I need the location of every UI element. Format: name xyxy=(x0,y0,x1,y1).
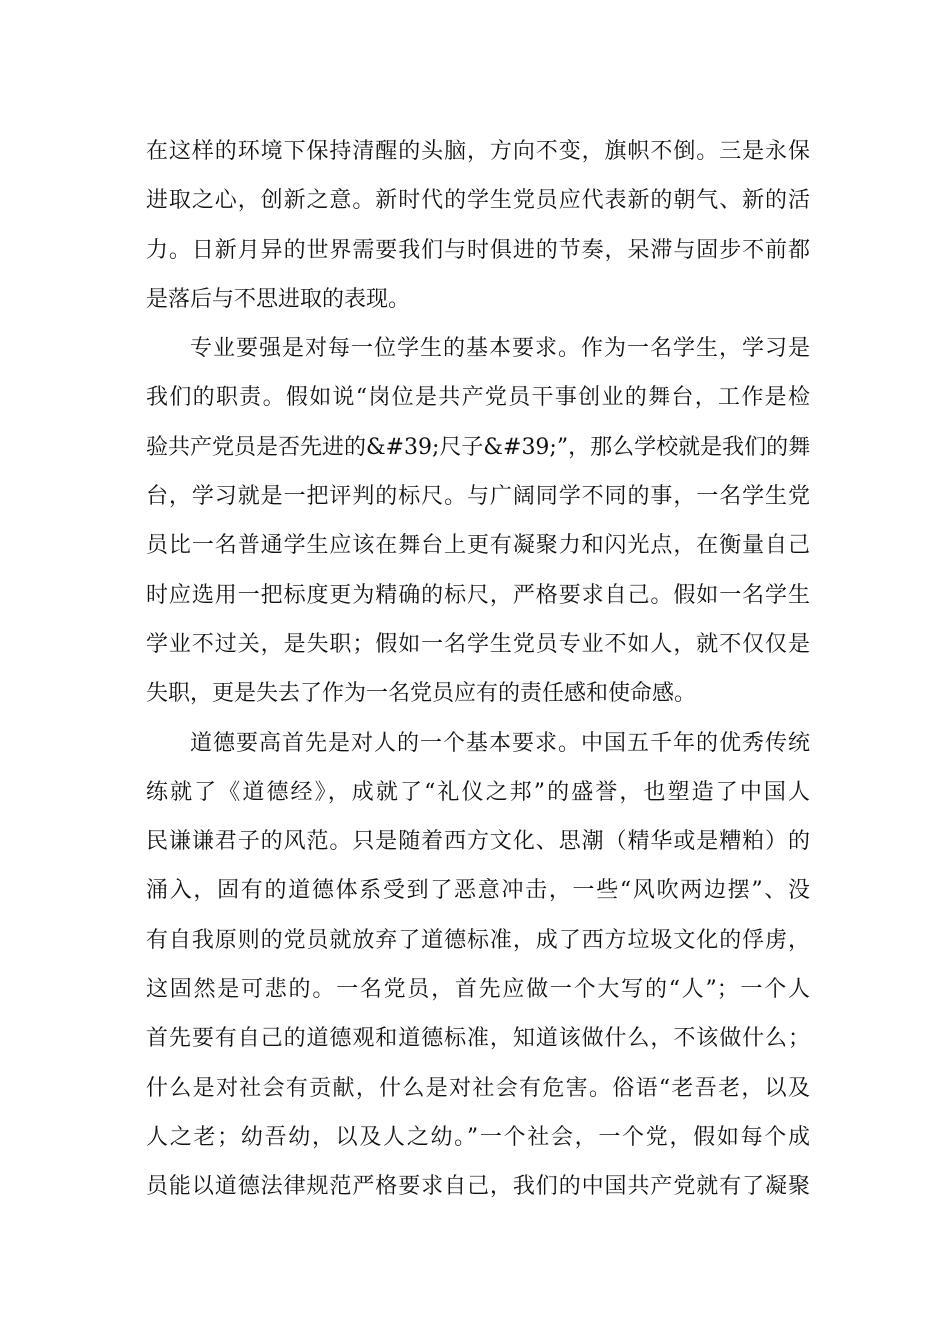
body-text xyxy=(146,127,810,1212)
text-line: 失职，更是失去了作为一名党员应有的责任感和使命感。 xyxy=(146,681,697,707)
text-line: 台，学习就是一把评判的标尺。与广阔同学不同的事，一名学生党 xyxy=(146,484,810,510)
text-line: 员比一名普通学生应该在舞台上更有凝聚力和闪光点，在衡量自己 xyxy=(146,533,810,559)
text-line: 这固然是可悲的。一名党员，首先应做一个大写的“人”；一个人 xyxy=(146,977,810,1003)
text-line: 进取之心，创新之意。新时代的学生党员应代表新的朝气、新的活 xyxy=(146,188,810,214)
text-line: 员能以道德法律规范严格要求自己，我们的中国共产党就有了凝聚 xyxy=(146,1174,810,1200)
text-line: 在这样的环境下保持清醒的头脑，方向不变，旗帜不倒。三是永保 xyxy=(146,139,810,164)
text-line: 练就了《道德经》，成就了“礼仪之邦”的盛誉，也塑造了中国人 xyxy=(146,779,810,805)
text-line: 学业不过关，是失职；假如一名学生党员专业不如人，就不仅仅是 xyxy=(146,631,810,657)
text-line: 人之老；幼吾幼，以及人之幼。”一个社会，一个党，假如每个成 xyxy=(146,1124,810,1150)
paragraph-start-line: 专业要强是对每一位学生的基本要求。作为一名学生，学习是 xyxy=(190,336,810,362)
text-line: 有自我原则的党员就放弃了道德标准，成了西方垃圾文化的俘虏， xyxy=(146,927,810,953)
text-line: 民谦谦君子的风范。只是随着西方文化、思潮（精华或是糟粕）的 xyxy=(146,829,810,855)
text-line: 什么是对社会有贡献，什么是对社会有危害。俗语“老吾老，以及 xyxy=(146,1075,810,1101)
text-line: 时应选用一把标度更为精确的标尺，严格要求自己。假如一名学生 xyxy=(146,582,810,608)
paragraph-start-line: 道德要高首先是对人的一个基本要求。中国五千年的优秀传统 xyxy=(190,730,810,756)
text-line: 验共产党员是否先进的&#39;尺子&#39;”，那么学校就是我们的舞 xyxy=(146,434,811,460)
text-line: 力。日新月异的世界需要我们与时俱进的节奏，呆滞与固步不前都 xyxy=(146,237,810,263)
text-line: 涌入，固有的道德体系受到了恶意冲击，一些“风吹两边摆”、没 xyxy=(146,878,810,904)
text-line: 首先要有自己的道德观和道德标准，知道该做什么，不该做什么； xyxy=(146,1026,810,1052)
text-line: 是落后与不思进取的表现。 xyxy=(146,286,411,312)
text-line: 我们的职责。假如说“岗位是共产党员干事创业的舞台，工作是检 xyxy=(146,385,810,411)
